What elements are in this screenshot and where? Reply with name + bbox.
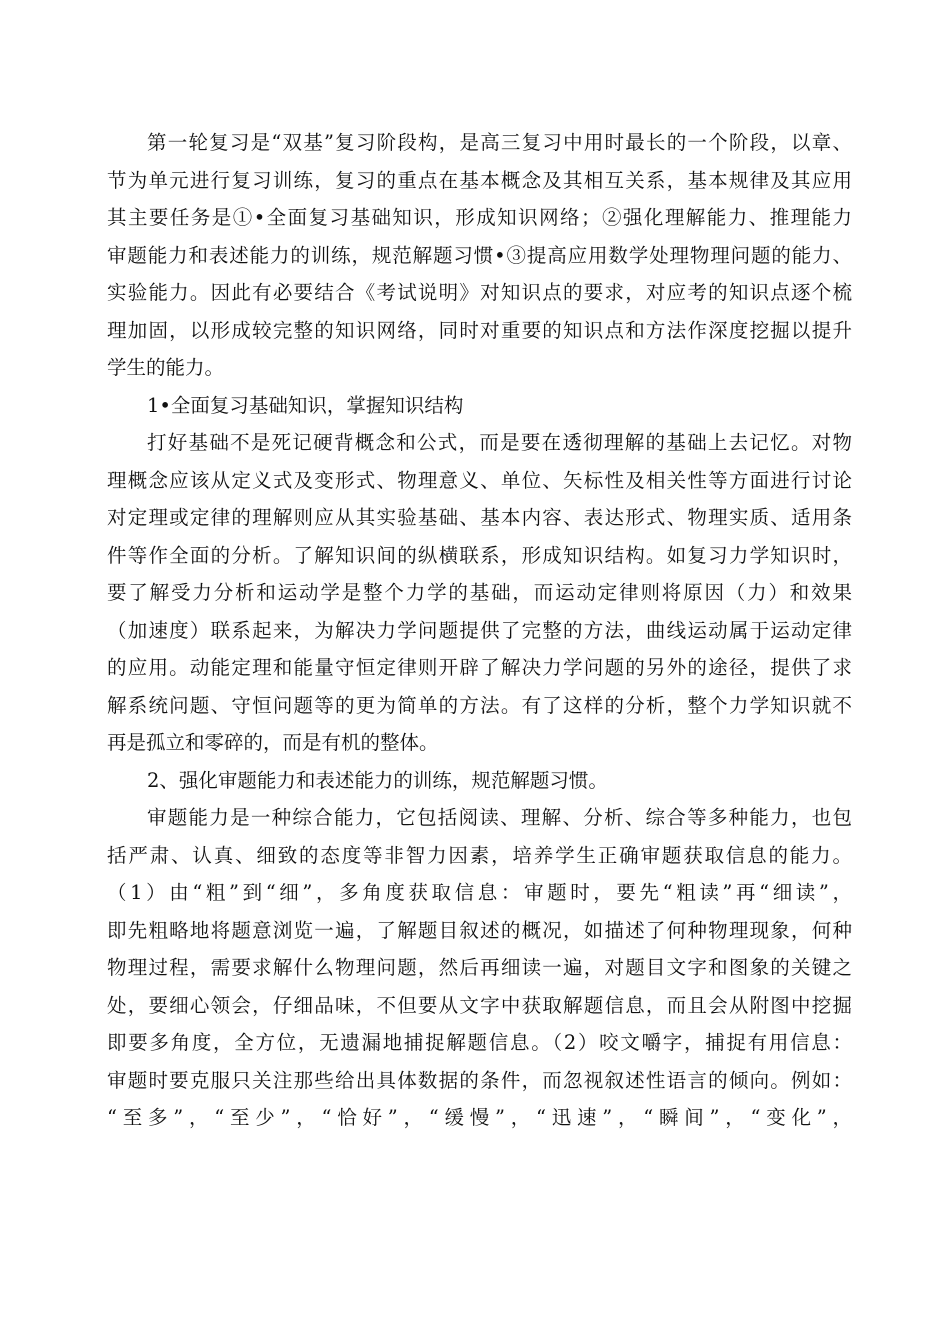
- paragraph-line: 件等作全面的分析。了解知识间的纵横联系，形成知识结构。如复习力学知识时，: [107, 543, 852, 567]
- paragraph-line: 对定理或定律的理解则应从其实验基础、基本内容、表达形式、物理实质、适用条: [107, 506, 852, 529]
- paragraph-line: （1）由“粗”到“细”，多角度获取信息：审题时，要先“粗读”再“细读”，: [107, 881, 852, 904]
- paragraph-line: 理概念应该从定义式及变形式、物理意义、单位、矢标性及相关性等方面进行讨论: [107, 468, 852, 492]
- paragraph-line: 要了解受力分析和运动学是整个力学的基础，而运动定律则将原因（力）和效果: [107, 581, 852, 604]
- paragraph-line: 解系统问题、守恒问题等的更为简单的方法。有了这样的分析，整个力学知识就不: [107, 693, 852, 717]
- paragraph-line: 再是孤立和零碎的，而是有机的整体。: [107, 731, 439, 754]
- paragraph-line: 节为单元进行复习训练，复习的重点在基本概念及其相互关系，基本规律及其应用: [107, 168, 852, 192]
- paragraph-line: 打好基础不是死记硬背概念和公式，而是要在透彻理解的基础上去记忆。对物: [147, 431, 852, 454]
- paragraph-line: 实验能力。因此有必要结合《考试说明》对知识点的要求，对应考的知识点逐个梳: [107, 281, 852, 304]
- document-page: [107, 124, 852, 1137]
- paragraph-line: 第一轮复习是“双基”复习阶段构，是高三复习中用时最长的一个阶段，以章、: [147, 131, 852, 154]
- paragraph-line: 括严肃、认真、细致的态度等非智力因素，培养学生正确审题获取信息的能力。: [107, 843, 852, 867]
- paragraph-line: 审题能力是一种综合能力，它包括阅读、理解、分析、综合等多种能力，也包: [147, 806, 852, 829]
- paragraph-line: 物理过程，需要求解什么物理问题，然后再细读一遍，对题目文字和图象的关键之: [107, 956, 852, 979]
- paragraph-line: 审题时要克服只关注那些给出具体数据的条件，而忽视叙述性语言的倾向。例如：: [107, 1068, 852, 1092]
- paragraph-line: 学生的能力。: [107, 356, 225, 379]
- paragraph-line: 处，要细心领会，仔细品味，不但要从文字中获取解题信息，而且会从附图中挖掘: [107, 993, 852, 1017]
- paragraph-line: （加速度）联系起来，为解决力学问题提供了完整的方法，曲线运动属于运动定律: [107, 618, 852, 642]
- paragraph-line: 其主要任务是①•全面复习基础知识，形成知识网络；②强化理解能力、推理能力: [107, 206, 852, 229]
- section-heading: 2、强化审题能力和表述能力的训练，规范解题习惯。: [147, 768, 608, 792]
- paragraph-line: 的应用。动能定理和能量守恒定律则开辟了解决力学问题的另外的途径，提供了求: [107, 656, 852, 679]
- paragraph-line: “至多”，“至少”，“恰好”，“缓慢”，“迅速”，“瞬间”，“变化”，: [107, 1106, 852, 1129]
- paragraph-line: 理加固，以形成较完整的知识网络，同时对重要的知识点和方法作深度挖掘以提升: [107, 318, 852, 342]
- paragraph-line: 即先粗略地将题意浏览一遍，了解题目叙述的概况，如描述了何种物理现象，何种: [107, 918, 852, 942]
- section-heading: 1•全面复习基础知识，掌握知识结构: [147, 393, 464, 417]
- paragraph-line: 即要多角度，全方位，无遗漏地捕捉解题信息。（2）咬文嚼字，捕捉有用信息：: [107, 1031, 852, 1054]
- paragraph-line: 审题能力和表述能力的训练，规范解题习惯•③提高应用数学处理物理问题的能力、: [107, 243, 852, 267]
